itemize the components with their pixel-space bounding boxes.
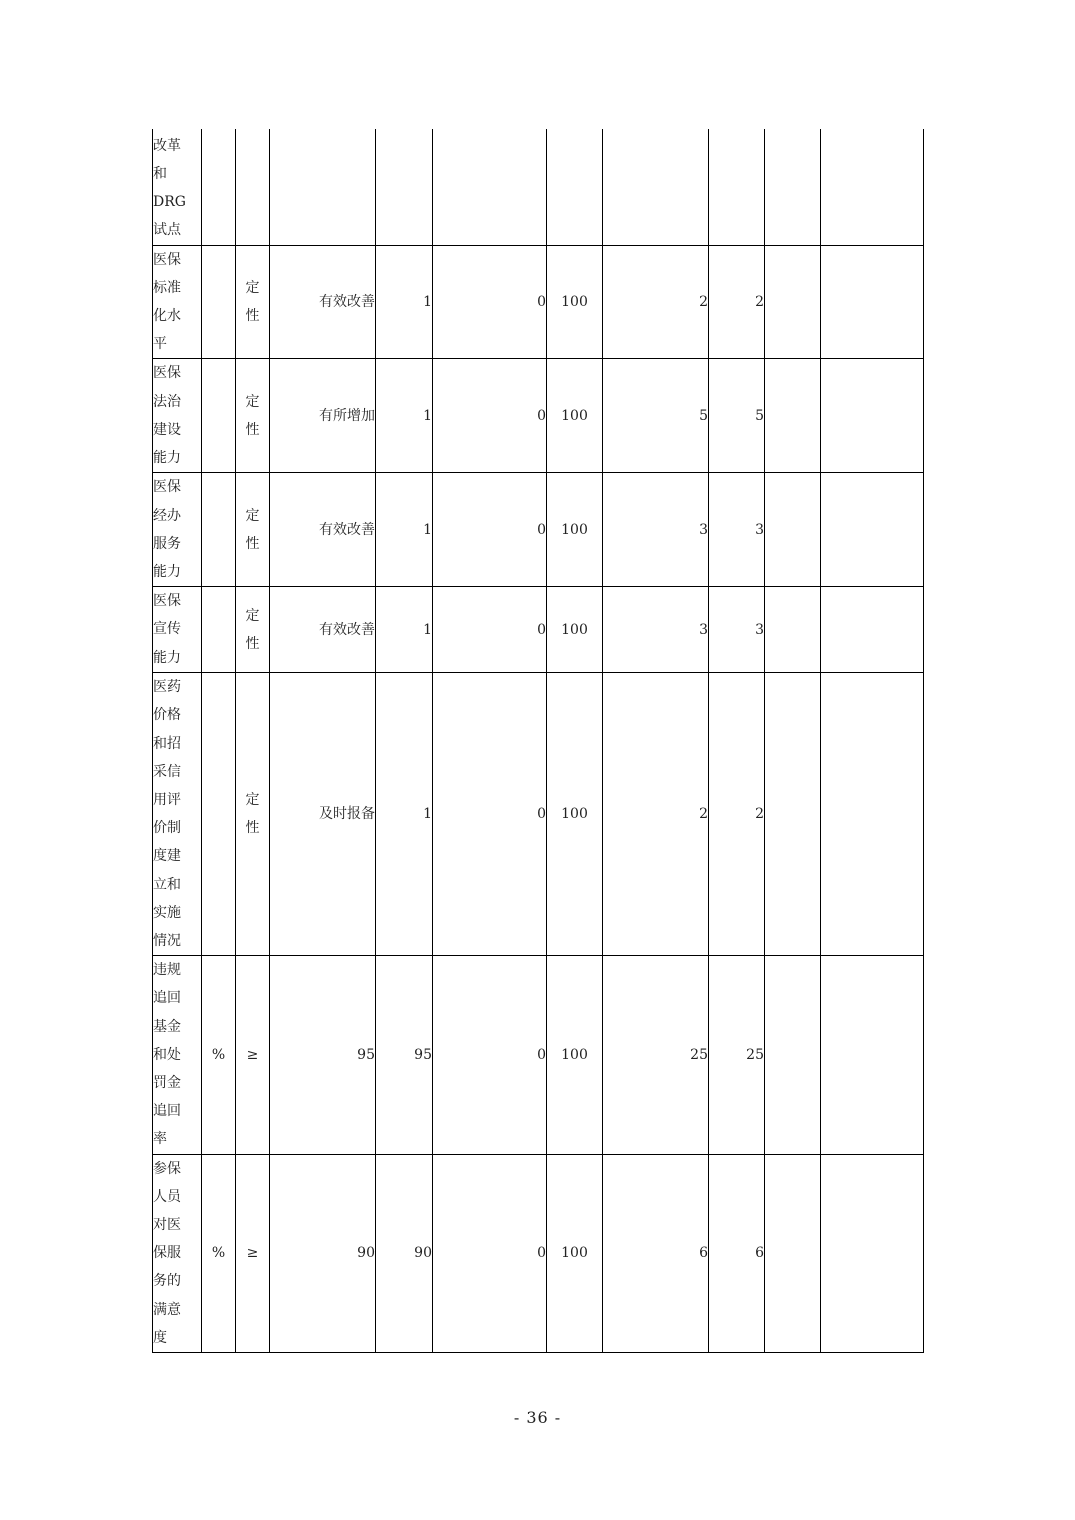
indicator-name-line: 率 (153, 1131, 167, 1148)
operator-cell (236, 956, 270, 1154)
unit-cell: % (202, 1154, 236, 1352)
operator-line: 定 (245, 507, 260, 524)
table-row (153, 129, 924, 245)
blank-cell (821, 673, 924, 956)
table-row (153, 587, 924, 673)
indicator-name-cell (153, 956, 202, 1154)
weight-cell: 1 (376, 673, 433, 956)
rate-cell: 100 (547, 359, 603, 473)
unit-cell (202, 673, 236, 956)
table-row (153, 473, 924, 587)
target-cell: 及时报备 (270, 673, 376, 956)
operator-line: 定 (245, 607, 260, 624)
indicator-name-line: 改革 (153, 137, 181, 154)
indicator-name-line: 罚金 (153, 1074, 181, 1091)
indicator-name-cell (153, 359, 202, 473)
actual-cell: 0 (433, 359, 547, 473)
indicator-name-cell (153, 245, 202, 359)
operator-cell (236, 359, 270, 473)
operator-cell (236, 1154, 270, 1352)
indicator-name-line: 化水 (153, 307, 181, 324)
blank-cell (821, 1154, 924, 1352)
indicator-name-line: 度建 (153, 848, 181, 865)
unit-cell (202, 359, 236, 473)
target-cell: 有所增加 (270, 359, 376, 473)
blank-cell (765, 245, 821, 359)
indicator-name-line: 基金 (153, 1018, 181, 1035)
indicator-name-line: 保服 (153, 1245, 181, 1262)
blank-cell (765, 673, 821, 956)
indicator-name-line: 对医 (153, 1216, 181, 1233)
blank-cell (765, 473, 821, 587)
indicator-name-line: 和 (153, 165, 167, 182)
target-cell: 有效改善 (270, 587, 376, 673)
indicator-name-line: 违规 (153, 962, 181, 979)
indicator-name-line: 法治 (153, 393, 181, 410)
rate-cell (547, 129, 603, 245)
indicator-name-line: 能力 (153, 563, 181, 580)
indicator-name-line: 平 (153, 336, 167, 353)
table-row (153, 673, 924, 956)
indicator-name-line: 能力 (153, 649, 181, 666)
score-cell: 3 (603, 473, 709, 587)
indicator-name-line: 追回 (153, 990, 181, 1007)
target-cell: 90 (270, 1154, 376, 1352)
rate-cell: 100 (547, 673, 603, 956)
indicator-name-line: 追回 (153, 1103, 181, 1120)
score-cell: 3 (603, 587, 709, 673)
indicator-name-line: 建设 (153, 421, 181, 438)
indicator-name-line: 采信 (153, 763, 181, 780)
indicator-name-cell (153, 587, 202, 673)
weight-cell: 1 (376, 359, 433, 473)
score-cell: 2 (709, 673, 765, 956)
blank-cell (821, 129, 924, 245)
blank-cell (821, 359, 924, 473)
target-cell: 95 (270, 956, 376, 1154)
operator-line: 性 (245, 820, 260, 837)
indicator-name-line: 价制 (153, 820, 181, 837)
indicator-name-line: 宣传 (153, 621, 181, 638)
indicator-name-line: 价格 (153, 707, 181, 724)
weight-cell (376, 129, 433, 245)
indicator-name-line: 医药 (153, 679, 181, 696)
operator-line: 性 (245, 421, 260, 438)
unit-cell (202, 473, 236, 587)
indicator-name-cell (153, 129, 202, 245)
actual-cell (433, 129, 547, 245)
indicator-name-line: 经办 (153, 507, 181, 524)
indicator-name-line: 度 (153, 1329, 167, 1346)
actual-cell: 0 (433, 956, 547, 1154)
indicator-name-line: 医保 (153, 251, 181, 268)
weight-cell: 1 (376, 473, 433, 587)
target-cell: 有效改善 (270, 245, 376, 359)
target-cell (270, 129, 376, 245)
score-cell: 6 (709, 1154, 765, 1352)
weight-cell: 1 (376, 245, 433, 359)
indicator-name-line: 医保 (153, 479, 181, 496)
operator-cell (236, 587, 270, 673)
indicator-name-line: 情况 (153, 932, 181, 949)
weight-cell: 95 (376, 956, 433, 1154)
table-row (153, 1154, 924, 1352)
blank-cell (821, 473, 924, 587)
rate-cell: 100 (547, 587, 603, 673)
table-row (153, 359, 924, 473)
actual-cell: 0 (433, 1154, 547, 1352)
indicator-name-line: 医保 (153, 593, 181, 610)
rate-cell: 100 (547, 956, 603, 1154)
score-cell: 2 (603, 245, 709, 359)
operator-line: 定 (245, 792, 260, 809)
target-cell: 有效改善 (270, 473, 376, 587)
actual-cell: 0 (433, 473, 547, 587)
indicator-name-line: 标准 (153, 279, 181, 296)
unit-cell (202, 245, 236, 359)
rate-cell: 100 (547, 1154, 603, 1352)
unit-cell: % (202, 956, 236, 1154)
indicator-name-line: DRG (153, 194, 186, 211)
score-cell: 2 (603, 673, 709, 956)
indicator-name-cell (153, 1154, 202, 1352)
operator-cell (236, 245, 270, 359)
score-cell: 5 (603, 359, 709, 473)
operator-cell (236, 673, 270, 956)
indicator-name-line: 立和 (153, 876, 181, 893)
rate-cell: 100 (547, 245, 603, 359)
operator-line: ≥ (246, 1245, 259, 1262)
blank-cell (821, 956, 924, 1154)
indicator-name-line: 试点 (153, 222, 181, 239)
operator-line: 性 (245, 535, 260, 552)
indicator-name-line: 用评 (153, 791, 181, 808)
score-cell (603, 129, 709, 245)
indicator-name-line: 满意 (153, 1301, 181, 1318)
indicator-name-line: 能力 (153, 449, 181, 466)
score-cell (709, 129, 765, 245)
blank-cell (765, 1154, 821, 1352)
blank-cell (821, 245, 924, 359)
operator-line: 定 (245, 393, 260, 410)
indicator-name-line: 和处 (153, 1046, 181, 1063)
actual-cell: 0 (433, 587, 547, 673)
score-cell: 25 (603, 956, 709, 1154)
score-cell: 5 (709, 359, 765, 473)
score-cell: 3 (709, 473, 765, 587)
indicator-name-cell (153, 673, 202, 956)
weight-cell: 90 (376, 1154, 433, 1352)
table-row (153, 956, 924, 1154)
indicator-name-cell (153, 473, 202, 587)
indicator-name-line: 务的 (153, 1273, 181, 1290)
operator-line: 性 (245, 307, 260, 324)
score-cell: 2 (709, 245, 765, 359)
operator-cell (236, 473, 270, 587)
table-row (153, 245, 924, 359)
operator-line: 定 (245, 279, 260, 296)
indicator-name-line: 实施 (153, 904, 181, 921)
blank-cell (821, 587, 924, 673)
indicator-name-line: 人员 (153, 1188, 181, 1205)
score-cell: 25 (709, 956, 765, 1154)
table-body (153, 129, 924, 1353)
indicator-table (152, 129, 924, 1353)
operator-line: 性 (245, 635, 260, 652)
indicator-name-line: 参保 (153, 1160, 181, 1177)
actual-cell: 0 (433, 245, 547, 359)
indicator-name-line: 服务 (153, 535, 181, 552)
operator-line: ≥ (246, 1046, 259, 1063)
blank-cell (765, 129, 821, 245)
weight-cell: 1 (376, 587, 433, 673)
indicator-name-line: 和招 (153, 735, 181, 752)
unit-cell (202, 129, 236, 245)
rate-cell: 100 (547, 473, 603, 587)
score-cell: 6 (603, 1154, 709, 1352)
actual-cell: 0 (433, 673, 547, 956)
page-number: - 36 - (513, 1408, 562, 1427)
operator-cell (236, 129, 270, 245)
unit-cell (202, 587, 236, 673)
indicator-name-line: 医保 (153, 365, 181, 382)
blank-cell (765, 587, 821, 673)
blank-cell (765, 956, 821, 1154)
score-cell: 3 (709, 587, 765, 673)
blank-cell (765, 359, 821, 473)
